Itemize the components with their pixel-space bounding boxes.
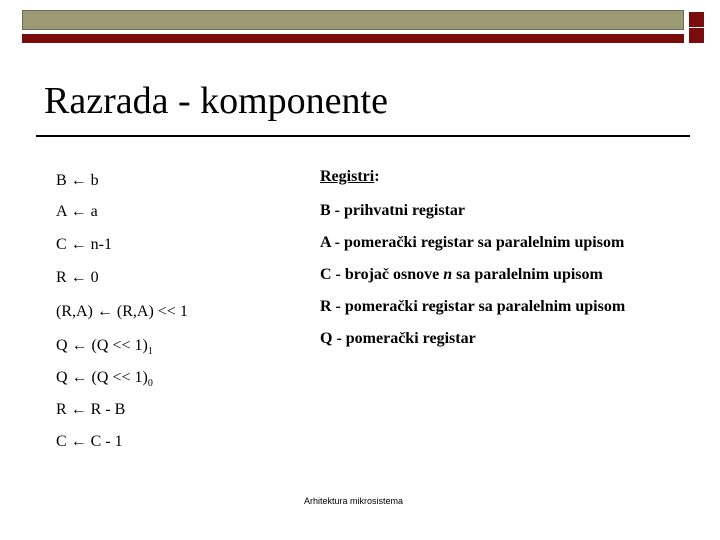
- item-text: sa paralelnim upisom: [452, 266, 603, 283]
- heading-colon: :: [374, 168, 380, 185]
- registers-heading: [320, 168, 380, 186]
- slide-title: Razrada - komponente: [44, 80, 388, 122]
- register-item: A - pomerački registar sa paralelnim upisom: [320, 234, 625, 251]
- register-item: R - pomerački registar sa paralelnim upisom: [320, 298, 626, 315]
- title-underline: [36, 135, 690, 137]
- item-emphasis: n: [443, 266, 453, 283]
- step-line: [56, 369, 153, 389]
- step-text: Q ← (Q << 1): [56, 337, 148, 354]
- heading-text: Registri: [320, 168, 375, 185]
- olive-bar: [22, 10, 684, 30]
- register-item: [320, 266, 603, 284]
- step-text: Q ← (Q << 1): [56, 369, 148, 386]
- step-line: B ← b: [56, 172, 99, 189]
- step-line: C ← n-1: [56, 236, 112, 253]
- item-text: C - brojač osnove: [320, 266, 444, 283]
- step-line: A ← a: [56, 203, 98, 220]
- corner-square-bottom: [689, 28, 704, 43]
- step-subscript: 0: [147, 378, 153, 390]
- corner-square-top: [689, 12, 704, 27]
- footer-text: Arhitektura mikrosistema: [304, 496, 404, 506]
- header-decoration: [22, 10, 712, 42]
- step-line: [56, 337, 153, 357]
- step-line: R ← 0: [56, 269, 99, 286]
- step-line: C ← C - 1: [56, 433, 123, 450]
- step-line: (R,A) ← (R,A) << 1: [56, 303, 188, 320]
- register-item: Q - pomerački registar: [320, 330, 476, 347]
- register-item: B - prihvatni registar: [320, 202, 466, 219]
- maroon-bar: [22, 34, 684, 43]
- step-line: R ← R - B: [56, 401, 126, 418]
- step-subscript: 1: [147, 346, 153, 358]
